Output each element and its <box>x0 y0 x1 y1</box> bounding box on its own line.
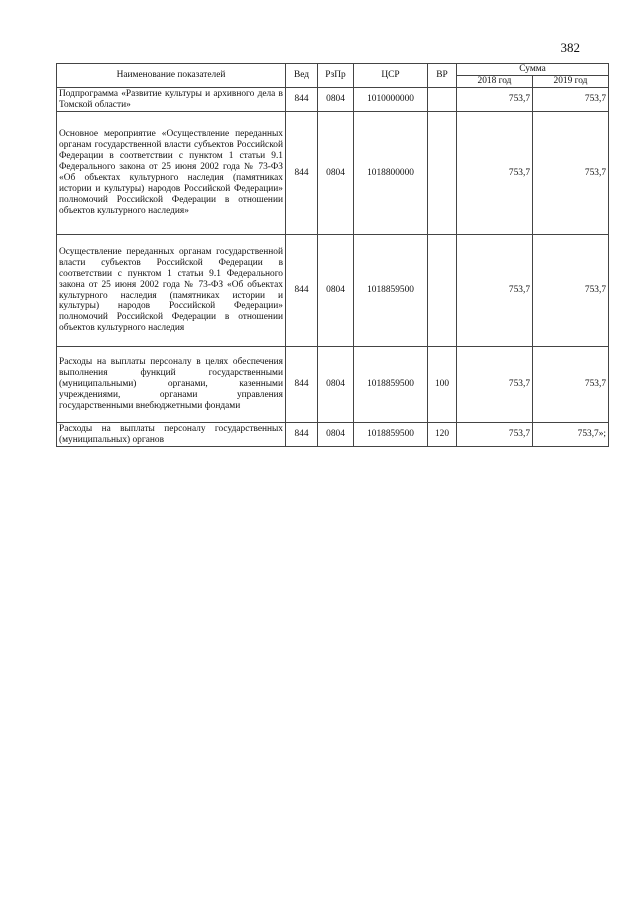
row-name: Расходы на выплаты персоналу в целях обеспечения выполнения функций государственными (муниципальными) органами, казенными учреждениями, органами управления государственными внебюджетными фондами <box>57 347 286 423</box>
page-number: 382 <box>560 40 580 55</box>
row-csr: 1018800000 <box>354 112 428 235</box>
row-name: Подпрограмма «Развитие культуры и архивного дела в Томской области» <box>57 88 286 112</box>
row-vr: 100 <box>428 347 457 423</box>
row-name: Осуществление переданных органам государственной власти субъектов Российской Федерации в соответствии с пунктом 1 статьи 9.1 Федерального закона от 25 июня 2002 года № 73-ФЗ «Об объектах культурного наследия (памятниках истории и культуры) народов Российской Федерации» полномочий Российской Федерации в отношении объектов культурного наследия <box>57 235 286 347</box>
row-rzpr: 0804 <box>318 423 354 447</box>
table-row <box>57 347 609 423</box>
row-vr <box>428 235 457 347</box>
header-sum: Сумма <box>457 64 609 76</box>
row-csr: 1018859500 <box>354 423 428 447</box>
row-name: Основное мероприятие «Осуществление переданных органам государственной власти субъектов Российской Федерации в соответствии с пунктом 1 статьи 9.1 Федерального закона от 25 июня 2002 года № 73-ФЗ «Об объектах культурного наследия (памятниках истории и культуры) народов Российской Федерации» полномочий Российской Федерации в отношении объектов культурного наследия» <box>57 112 286 235</box>
row-ved: 844 <box>286 88 318 112</box>
row-2019: 753,7 <box>533 88 609 112</box>
header-2019: 2019 год <box>533 76 609 88</box>
row-2019: 753,7 <box>533 347 609 423</box>
row-2018: 753,7 <box>457 235 533 347</box>
table-row <box>57 235 609 347</box>
row-vr <box>428 112 457 235</box>
row-csr: 1010000000 <box>354 88 428 112</box>
row-2019: 753,7 <box>533 112 609 235</box>
row-2019: 753,7»; <box>533 423 609 447</box>
row-ved: 844 <box>286 423 318 447</box>
header-name: Наименование показателей <box>57 64 286 88</box>
row-rzpr: 0804 <box>318 112 354 235</box>
row-csr: 1018859500 <box>354 347 428 423</box>
row-2019: 753,7 <box>533 235 609 347</box>
row-2018: 753,7 <box>457 347 533 423</box>
row-rzpr: 0804 <box>318 88 354 112</box>
header-ved: Вед <box>286 64 318 88</box>
row-2018: 753,7 <box>457 423 533 447</box>
row-name: Расходы на выплаты персоналу государственных (муниципальных) органов <box>57 423 286 447</box>
row-2018: 753,7 <box>457 88 533 112</box>
row-rzpr: 0804 <box>318 347 354 423</box>
table-row <box>57 88 609 112</box>
row-vr: 120 <box>428 423 457 447</box>
row-ved: 844 <box>286 347 318 423</box>
budget-table <box>56 63 609 447</box>
row-rzpr: 0804 <box>318 235 354 347</box>
table-row <box>57 112 609 235</box>
row-csr: 1018859500 <box>354 235 428 347</box>
row-ved: 844 <box>286 235 318 347</box>
header-csr: ЦСР <box>354 64 428 88</box>
row-ved: 844 <box>286 112 318 235</box>
row-2018: 753,7 <box>457 112 533 235</box>
header-2018: 2018 год <box>457 76 533 88</box>
row-vr <box>428 88 457 112</box>
header-rzpr: РзПр <box>318 64 354 88</box>
header-vr: ВР <box>428 64 457 88</box>
table-row <box>57 423 609 447</box>
